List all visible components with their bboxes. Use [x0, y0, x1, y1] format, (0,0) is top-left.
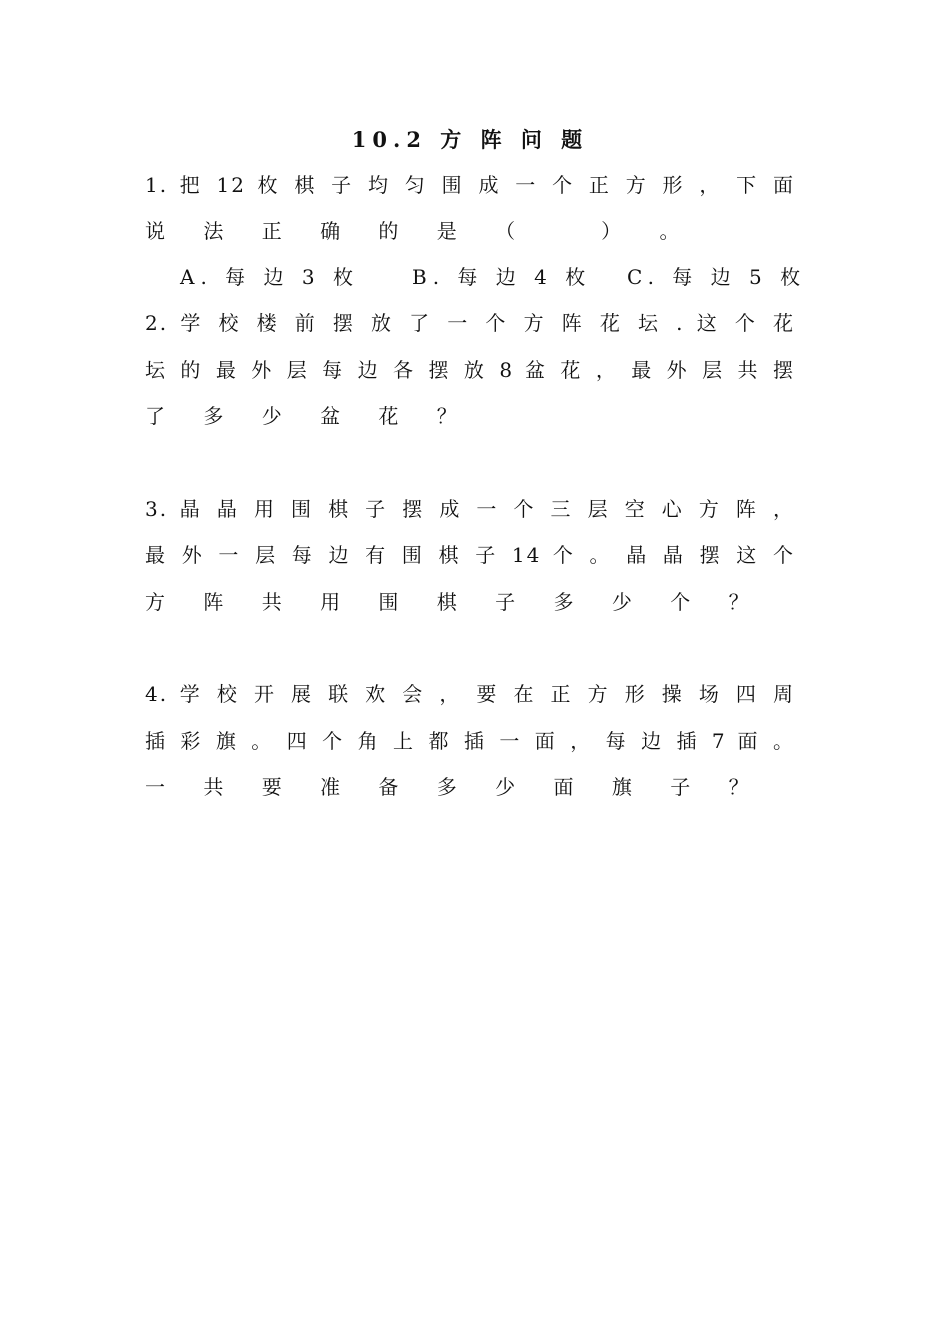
question-1-stem-end: 说 法 正 确 的 是 （: [145, 219, 532, 243]
question-2-line-1: 2. 学 校 楼 前 摆 放 了 一 个 方 阵 花 坛 . 这 个 花: [145, 311, 795, 335]
question-4-line-1: 4. 学 校 开 展 联 欢 会 ， 要 在 正 方 形 操 场 四 周: [145, 682, 795, 706]
question-1-line-1: 1. 把 12 枚 棋 子 均 匀 围 成 一 个 正 方 形 ， 下 面: [145, 173, 795, 197]
question-3-line-3: 方 阵 共 用 围 棋 子 多 少 个 ？: [145, 590, 765, 614]
question-4-line-2: 插 彩 旗 。 四 个 角 上 都 插 一 面 ， 每 边 插 7 面 。: [145, 729, 795, 753]
option-c: C. 每 边 5 枚: [627, 265, 807, 289]
question-2-line-3: 了 多 少 盆 花 ？: [145, 404, 473, 428]
question-3-line-1: 3. 晶 晶 用 围 棋 子 摆 成 一 个 三 层 空 心 方 阵 ，: [145, 497, 795, 521]
question-1-line-2: [145, 216, 795, 246]
option-a: A. 每 边 3 枚: [180, 265, 359, 289]
question-1-paren-close: ） 。: [601, 219, 696, 243]
option-b: B. 每 边 4 枚: [412, 265, 592, 289]
question-2-line-2: 坛 的 最 外 层 每 边 各 摆 放 8 盆 花 ， 最 外 层 共 摆: [145, 358, 795, 382]
question-3-line-2: 最 外 一 层 每 边 有 围 棋 子 14 个 。 晶 晶 摆 这 个: [145, 543, 795, 567]
page-title: 10.2 方 阵 问 题: [351, 127, 589, 152]
question-4-line-3: 一 共 要 准 备 多 少 面 旗 子 ？: [145, 775, 765, 799]
